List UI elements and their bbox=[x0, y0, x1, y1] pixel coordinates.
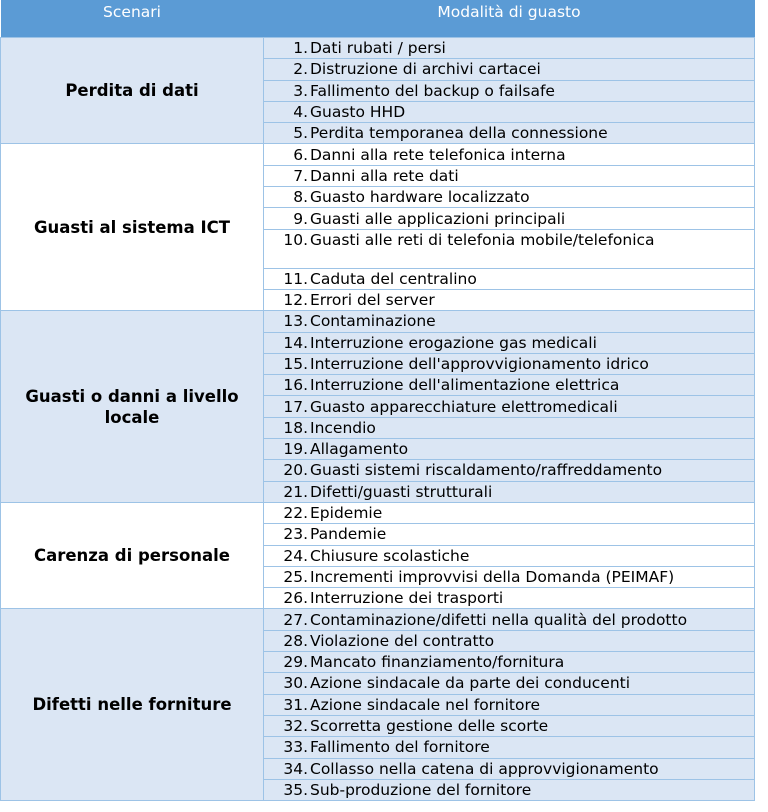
failure-mode-cell bbox=[264, 38, 755, 59]
item-number: 24. bbox=[283, 546, 308, 565]
item-number: 27. bbox=[283, 610, 308, 629]
item-number: 31. bbox=[283, 695, 308, 714]
failure-mode-cell bbox=[264, 332, 755, 353]
table-row bbox=[1, 38, 755, 59]
table-row bbox=[1, 502, 755, 523]
failure-mode-cell bbox=[264, 673, 755, 694]
item-text: Azione sindacale da parte dei conducenti bbox=[310, 674, 631, 693]
table-row bbox=[1, 609, 755, 630]
item-text: Distruzione di archivi cartacei bbox=[310, 60, 541, 79]
failure-mode-cell bbox=[264, 144, 755, 165]
item-text: Allagamento bbox=[310, 440, 409, 459]
failure-mode-cell bbox=[264, 165, 755, 186]
item-text: Perdita temporanea della connessione bbox=[310, 124, 608, 143]
item-text: Incrementi improvvisi della Domanda (PEIMAF) bbox=[310, 567, 675, 586]
item-text: Collasso nella catena di approvvigionamento bbox=[310, 759, 659, 778]
failure-mode-cell bbox=[264, 229, 755, 268]
item-text: Contaminazione bbox=[310, 312, 436, 331]
failure-mode-cell bbox=[264, 187, 755, 208]
item-text: Guasti alle applicazioni principali bbox=[310, 209, 566, 228]
item-number: 16. bbox=[283, 376, 308, 395]
scenario-cell: Perdita di dati bbox=[1, 38, 264, 144]
table-row bbox=[1, 144, 755, 165]
failure-mode-cell bbox=[264, 758, 755, 779]
item-number: 3. bbox=[293, 81, 308, 100]
item-text: Difetti/guasti strutturali bbox=[310, 482, 493, 501]
item-number: 13. bbox=[283, 312, 308, 331]
item-number: 33. bbox=[283, 738, 308, 757]
failure-mode-cell bbox=[264, 502, 755, 523]
item-text: Interruzione dell'alimentazione elettrica bbox=[310, 376, 620, 395]
item-number: 34. bbox=[283, 759, 308, 778]
failure-mode-cell bbox=[264, 652, 755, 673]
item-number: 35. bbox=[283, 780, 308, 799]
item-text: Fallimento del fornitore bbox=[310, 738, 490, 757]
failure-mode-cell bbox=[264, 779, 755, 800]
scenario-cell: Guasti al sistema ICT bbox=[1, 144, 264, 311]
item-text: Interruzione dei trasporti bbox=[310, 589, 504, 608]
failure-mode-cell bbox=[264, 375, 755, 396]
failure-mode-cell bbox=[264, 545, 755, 566]
item-text: Scorretta gestione delle scorte bbox=[310, 717, 549, 736]
item-text: Interruzione erogazione gas medicali bbox=[310, 333, 597, 352]
item-number: 19. bbox=[283, 440, 308, 459]
item-text: Azione sindacale nel fornitore bbox=[310, 695, 541, 714]
item-number: 32. bbox=[283, 717, 308, 736]
failure-mode-cell bbox=[264, 268, 755, 289]
item-text: Guasto apparecchiature elettromedicali bbox=[310, 397, 618, 416]
header-modalita: Modalità di guasto bbox=[264, 0, 755, 38]
item-text: Violazione del contratto bbox=[310, 631, 495, 650]
item-text: Danni alla rete dati bbox=[310, 166, 459, 185]
item-text: Guasti alle reti di telefonia mobile/telefonica bbox=[310, 230, 655, 249]
failure-mode-cell bbox=[264, 460, 755, 481]
item-text: Caduta del centralino bbox=[310, 269, 477, 288]
item-text: Sub-produzione del fornitore bbox=[310, 780, 532, 799]
item-number: 12. bbox=[283, 291, 308, 310]
failure-mode-cell bbox=[264, 353, 755, 374]
item-number: 22. bbox=[283, 504, 308, 523]
failure-mode-cell bbox=[264, 630, 755, 651]
header-scenari: Scenari bbox=[1, 0, 264, 38]
item-number: 23. bbox=[283, 525, 308, 544]
failure-mode-cell bbox=[264, 439, 755, 460]
table-row bbox=[1, 311, 755, 332]
table-body bbox=[1, 38, 755, 801]
item-text: Guasto HHD bbox=[310, 103, 406, 122]
failure-mode-cell bbox=[264, 311, 755, 332]
item-number: 7. bbox=[293, 166, 308, 185]
item-number: 1. bbox=[293, 39, 308, 58]
failure-mode-cell bbox=[264, 588, 755, 609]
item-number: 18. bbox=[283, 418, 308, 437]
item-number: 10. bbox=[283, 230, 308, 249]
failure-mode-cell bbox=[264, 123, 755, 144]
item-number: 30. bbox=[283, 674, 308, 693]
item-text: Guasto hardware localizzato bbox=[310, 188, 530, 207]
item-number: 2. bbox=[293, 60, 308, 79]
item-number: 15. bbox=[283, 355, 308, 373]
failure-mode-cell bbox=[264, 566, 755, 587]
item-text: Mancato finanziamento/fornitura bbox=[310, 653, 565, 672]
item-text: Contaminazione/difetti nella qualità del prodotto bbox=[310, 610, 688, 629]
item-number: 4. bbox=[293, 103, 308, 122]
item-number: 17. bbox=[283, 397, 308, 416]
item-number: 21. bbox=[283, 482, 308, 501]
item-text: Interruzione dell'approvvigionamento idrico bbox=[310, 355, 649, 373]
item-text: Incendio bbox=[310, 418, 376, 437]
item-number: 14. bbox=[283, 333, 308, 352]
scenario-cell: Guasti o danni a livello locale bbox=[1, 311, 264, 503]
failure-mode-cell bbox=[264, 609, 755, 630]
failure-mode-cell bbox=[264, 737, 755, 758]
failure-mode-cell bbox=[264, 481, 755, 502]
failure-mode-cell bbox=[264, 396, 755, 417]
item-number: 6. bbox=[293, 145, 308, 164]
item-number: 26. bbox=[283, 589, 308, 608]
item-text: Fallimento del backup o failsafe bbox=[310, 81, 555, 100]
failure-mode-cell bbox=[264, 524, 755, 545]
item-text: Dati rubati / persi bbox=[310, 39, 446, 58]
table-header-row bbox=[1, 0, 755, 38]
item-number: 28. bbox=[283, 631, 308, 650]
item-number: 29. bbox=[283, 653, 308, 672]
item-text: Danni alla rete telefonica interna bbox=[310, 145, 566, 164]
scenario-cell: Carenza di personale bbox=[1, 502, 264, 608]
failure-mode-cell bbox=[264, 59, 755, 80]
item-text: Chiusure scolastiche bbox=[310, 546, 470, 565]
item-text: Guasti sistemi riscaldamento/raffreddamento bbox=[310, 461, 663, 480]
failure-mode-cell bbox=[264, 208, 755, 229]
failure-mode-cell bbox=[264, 101, 755, 122]
item-number: 25. bbox=[283, 567, 308, 586]
failure-mode-cell bbox=[264, 289, 755, 310]
item-text: Errori del server bbox=[310, 291, 435, 310]
item-number: 20. bbox=[283, 461, 308, 480]
item-number: 11. bbox=[283, 269, 308, 288]
item-text: Epidemie bbox=[310, 504, 383, 523]
failure-mode-cell bbox=[264, 694, 755, 715]
failure-mode-cell bbox=[264, 80, 755, 101]
item-number: 8. bbox=[293, 188, 308, 207]
item-number: 5. bbox=[293, 124, 308, 143]
scenario-cell: Difetti nelle forniture bbox=[1, 609, 264, 801]
failure-mode-cell bbox=[264, 715, 755, 736]
item-text: Pandemie bbox=[310, 525, 387, 544]
failure-mode-cell bbox=[264, 417, 755, 438]
item-number: 9. bbox=[293, 209, 308, 228]
